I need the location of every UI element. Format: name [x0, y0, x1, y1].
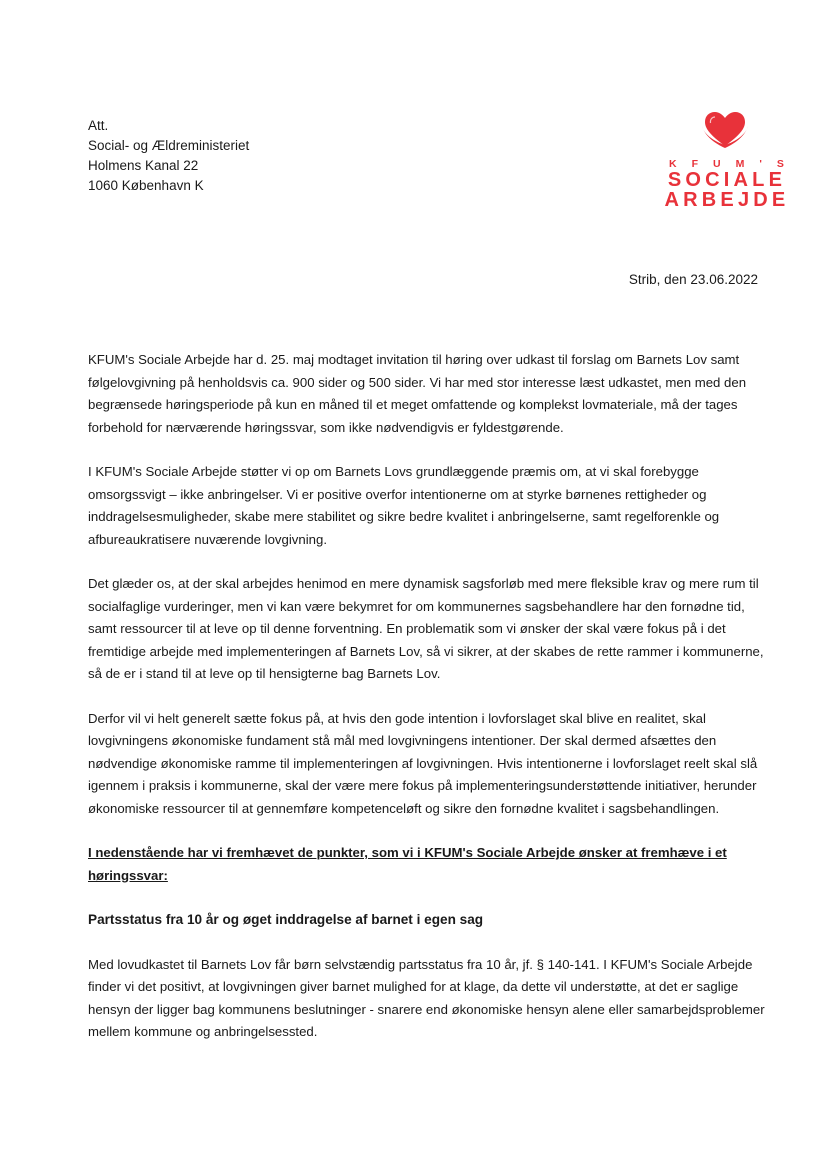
- paragraph-focus: Derfor vil vi helt generelt sætte fokus på, at hvis den gode intention i lovforslaget skal blive en realitet, skal lovgivningens økonomiske fundament stå mål med lovgivningens intentioner. Der skal dermed afsættes den nødvendige økonomiske ramme til implementeringen af lovgivningen. Hvis intentionerne i lovforslaget reelt skal slå igennem i praksis i kommunerne, skal der være mere fokus på implementeringsunderstøttende initiativer, herunder økonomiske ressourcer til at gennemføre kompetenceløft og sikre den fornødne kvalitet i sagsbehandlingen.: [88, 710, 758, 816]
- section-heading: Partsstatus fra 10 år og øget inddragelse af barnet i egen sag: [88, 912, 484, 927]
- logo-arbejde-text: ARBEJDE: [664, 189, 790, 211]
- recipient-line-city: 1060 København K: [88, 178, 204, 193]
- recipient-line-ministry: Social- og Ældreministeriet: [88, 138, 250, 153]
- section-body: Med lovudkastet til Barnets Lov får børn selvstændig partsstatus fra 10 år, jf. § 140-141. I KFUM's Sociale Arbejde finder vi det positivt, at lovgivningen giver barnet mulighed for at klage, da dette vil understøtte, at det er saglige hensyn der ligger bag kommunens beslutninger - snarere end økonomiske hensyn alene eller samarbejdsproblemer mellem kommune og anbringelsessted.: [88, 956, 765, 1039]
- paragraph-concern: Det glæder os, at der skal arbejdes henimod en mere dynamisk sagsforløb med mere fleksible krav og mere rum til socialfaglige vurderinger, men vi kan være bekymret for om kommunernes sagsbehandlere har den fornødne tid, samt ressourcer til at leve op til denne forventning. En problematik som vi ønsker der skal være fokus på i det fremtidige arbejde med implementeringen af Barnets Lov, så vi sikrer, at der skabes de rette rammer i kommunerne, så de er i stand til at leve op til hensigterne bag Barnets Lov.: [88, 576, 764, 681]
- logo-sociale-text: SOCIALE: [667, 169, 787, 191]
- letter-date: Strib, den 23.06.2022: [628, 272, 758, 287]
- recipient-line-att: Att.: [88, 118, 109, 133]
- paragraph-support: I KFUM's Sociale Arbejde støtter vi op om Barnets Lovs grundlæggende præmis om, at vi skal forebygge omsorgssvigt – ikke anbringelser. Vi er positive overfor intentionerne om at styrke børnenes rettigheder og inddragelsesmuligheder, skabe mere stabilitet og sikre bedre kvalitet i anbringelserne, samt regelforenkle og afbureaukratisere nuværende lovgivning.: [88, 464, 720, 547]
- lead-heading: I nedenstående har vi fremhævet de punkter, som vi i KFUM's Sociale Arbejde ønsker at fremhæve i et høringssvar:: [88, 845, 727, 883]
- kfum-logo: [655, 110, 799, 211]
- recipient-line-street: Holmens Kanal 22: [88, 158, 199, 173]
- paragraph-intro: KFUM's Sociale Arbejde har d. 25. maj modtaget invitation til høring over udkast til forslag om Barnets Lov samt følgelovgivning på henholdsvis ca. 900 sider og 500 sider. Vi har med stor interesse læst udkastet, men med den begrænsede høringsperiode på kun en måned til et meget omfattende og komplekst lovmateriale, må der tages forbehold for nærværende høringssvar, som ikke nødvendigvis er fyldestgørende.: [88, 352, 747, 435]
- recipient-address: [88, 116, 249, 196]
- logo-kfums-text: KFUM'S: [669, 158, 799, 170]
- heart-hands-icon: [699, 110, 751, 150]
- letter-body: [88, 349, 768, 1066]
